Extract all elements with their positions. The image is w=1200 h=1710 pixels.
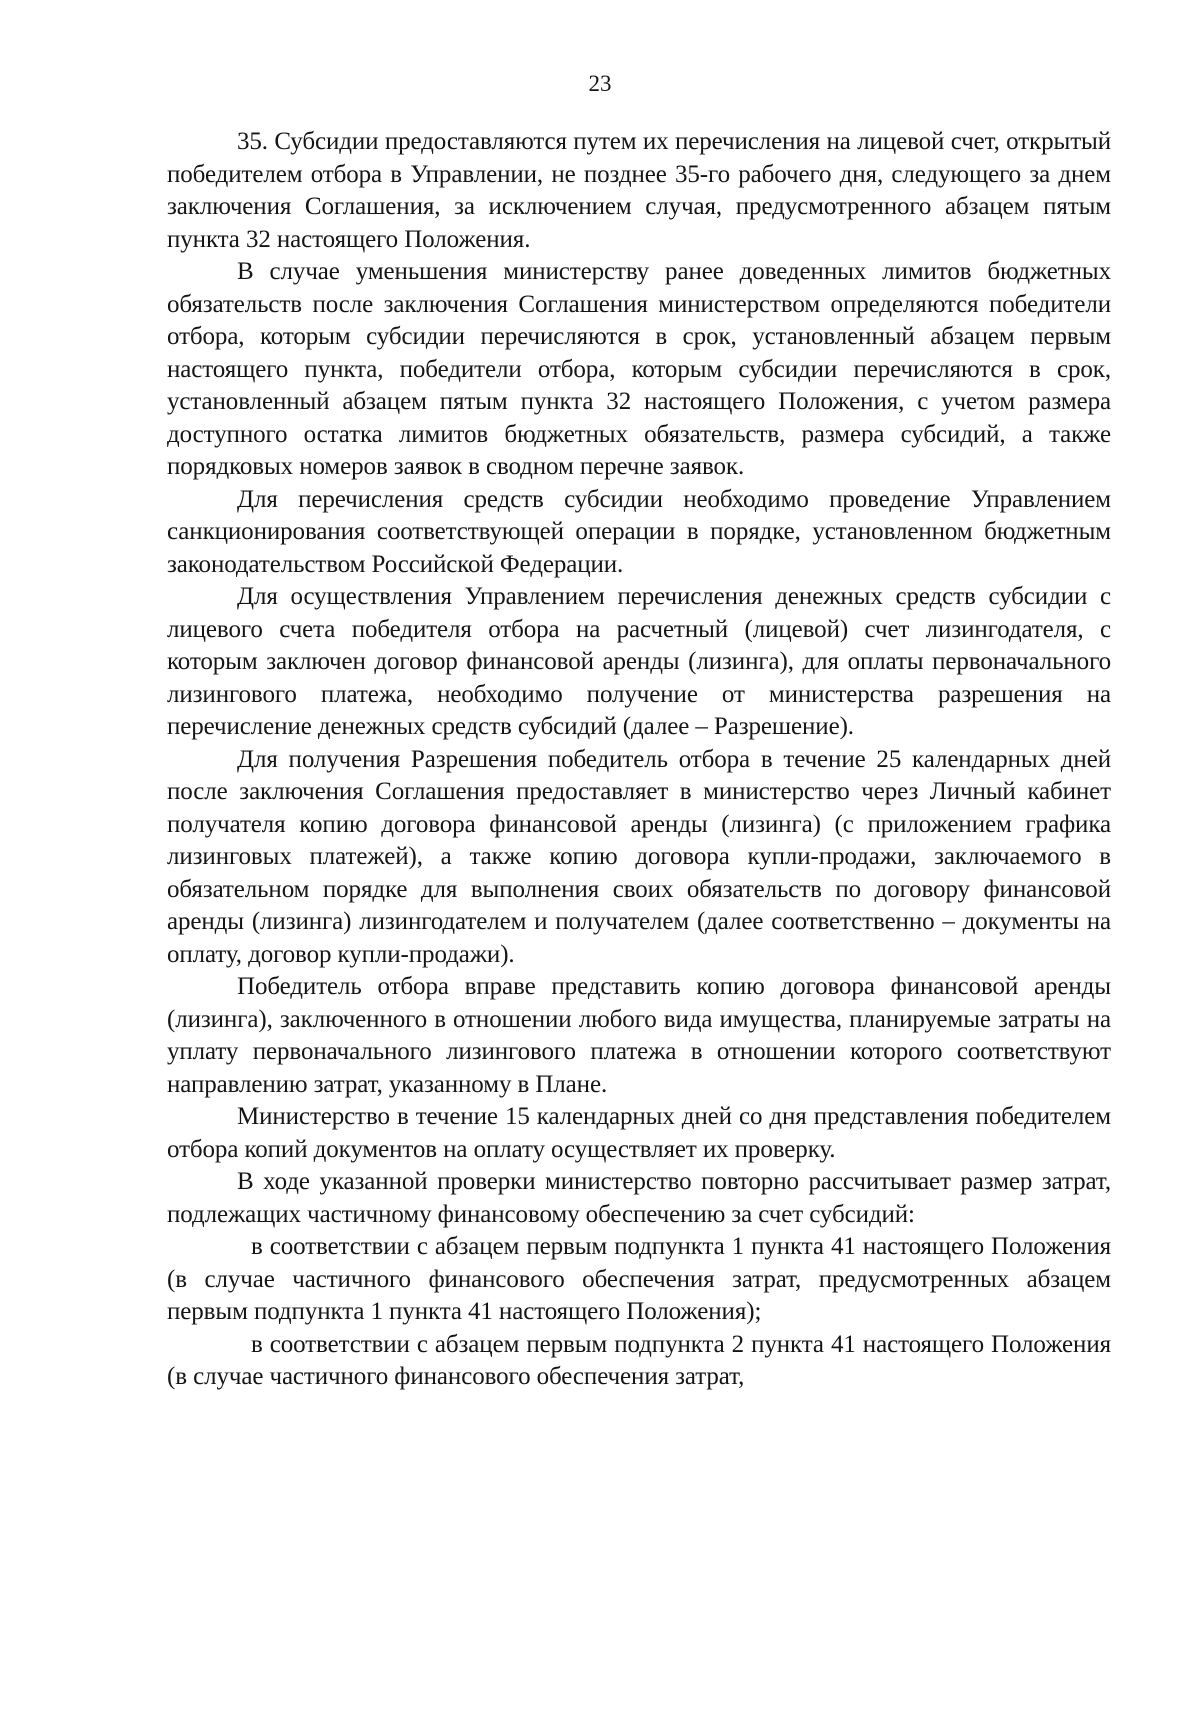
page-number: 23 <box>588 71 612 96</box>
paragraph-35: 35. Субсидии предоставляются путем их перечисления на лицевой счет, открытый победителем отбора в Управлении, не позднее 35-го рабочего дня, следующего за днем заключения Соглашения, за исключением случая, предусмотренного абзацем пятым пункта 32 настоящего Положения. <box>167 128 1111 253</box>
paragraph-transfer-permission: Для осуществления Управлением перечисления денежных средств субсидии с лицевого счета победителя отбора на расчетный (лицевой) счет лизингодателя, с которым заключен договор финансовой аренды (лизинга), для оплаты первоначального лизингового платежа, необходимо получение от министерства разрешения на перечисление денежных средств субсидий (далее – Разрешение). <box>167 583 1111 740</box>
paragraph-permission-documents: Для получения Разрешения победитель отбора в течение 25 календарных дней после заключения Соглашения предоставляет в министерство через Личный кабинет получателя копию договора финансовой аренды (лизинга) (с приложением графика лизинговых платежей), а также копию договора купли-продажи, заключаемого в обязательном порядке для выполнения своих обязательств по договору финансовой аренды (лизинга) лизингодателем и получателем (далее соответственно – документы на оплату, договор купли-продажи). <box>167 745 1111 968</box>
paragraph-limits-reduction: В случае уменьшения министерству ранее доведенных лимитов бюджетных обязательств после заключения Соглашения министерством определяются победители отбора, которым субсидии перечисляются в срок, установленный абзацем первым настоящего пункта, победители отбора, которым субсидии перечисляются в срок, установленный абзацем пятым пункта 32 настоящего Положения, с учетом размера доступного остатка лимитов бюджетных обязательств, размера субсидий, а также порядковых номеров заявок в сводном перечне заявок. <box>167 258 1111 480</box>
paragraph-recalculation: В ходе указанной проверки министерство повторно рассчитывает размер затрат, подлежащих частичному финансовому обеспечению за счет субсидий: <box>167 1168 1111 1228</box>
document-body <box>167 126 1111 1394</box>
paragraph-ministry-check: Министерство в течение 15 календарных дней со дня представления победителем отбора копий документов на оплату осуществляет их проверку. <box>167 1103 1111 1163</box>
paragraph-sanctioning: Для перечисления средств субсидии необходимо проведение Управлением санкционирования соответствующей операции в порядке, установленном бюджетным законодательством Российской Федерации. <box>167 485 1111 578</box>
paragraph-leasing-contract-copy: Победитель отбора вправе представить копию договора финансовой аренды (лизинга), заключенного в отношении любого вида имущества, планируемые затраты на уплату первоначального лизингового платежа в отношении которого соответствуют направлению затрат, указанному в Плане. <box>167 973 1111 1098</box>
paragraph-subclause-1: в соответствии с абзацем первым подпункта 1 пункта 41 настоящего Положения (в случае частичного финансового обеспечения затрат, предусмотренных абзацем первым подпункта 1 пункта 41 настоящего Положения); <box>167 1233 1111 1325</box>
paragraph-subclause-2: в соответствии с абзацем первым подпункта 2 пункта 41 настоящего Положения (в случае частичного финансового обеспечения затрат, <box>167 1330 1111 1390</box>
